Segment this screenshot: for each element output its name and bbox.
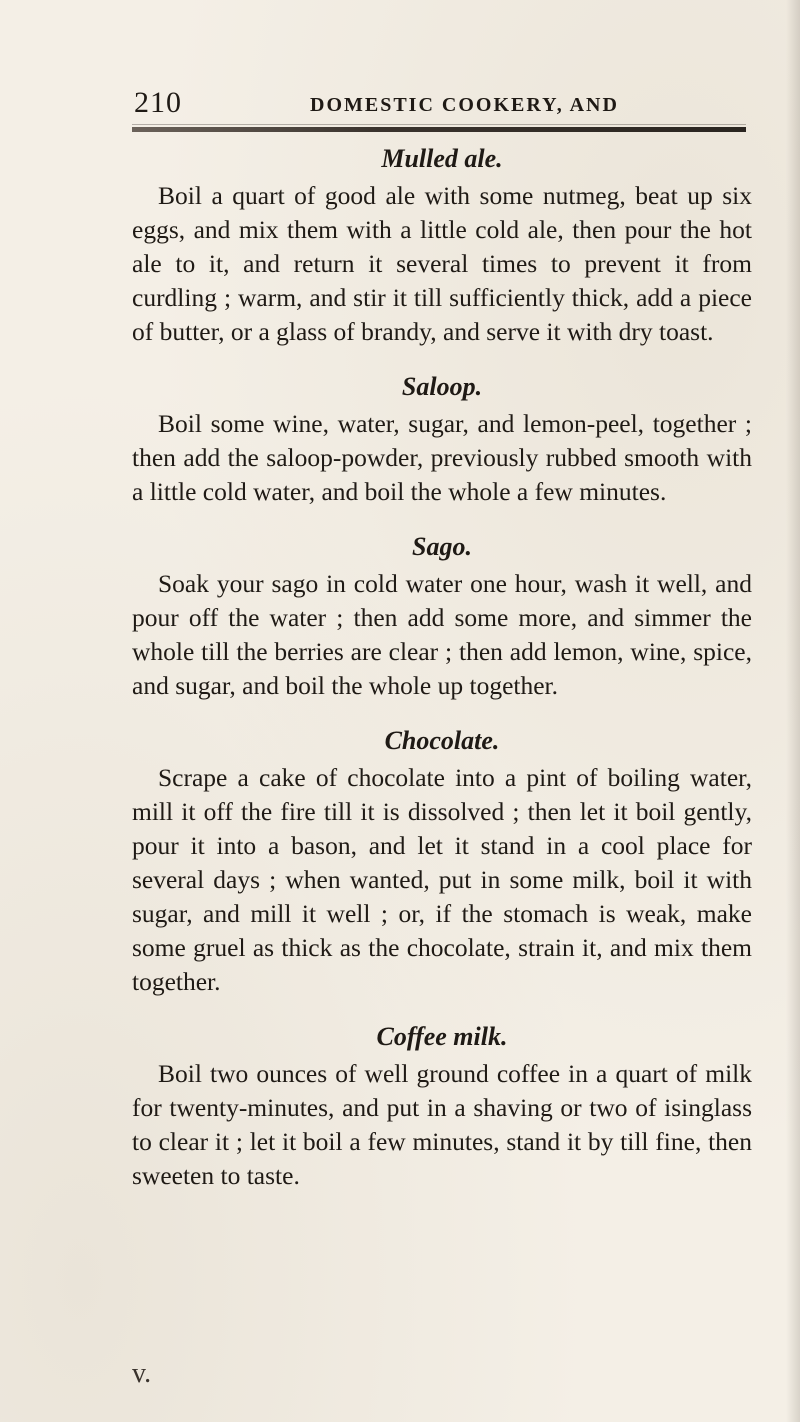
recipe-title: Sago. — [412, 532, 472, 561]
header-rule-thin — [132, 124, 746, 125]
recipe-title: Mulled ale. — [381, 144, 503, 173]
recipe-body: Boil two ounces of well ground coffee in a quart of milk for twenty-minutes, and put in a shaving or two of isinglass to clear it ; let it boil a few minutes, stand it by till fine, then sweeten to taste. — [132, 1059, 752, 1190]
page-number: 210 — [134, 86, 182, 119]
recipe-title: Saloop. — [401, 372, 483, 401]
signature-mark: v. — [132, 1358, 152, 1389]
recipe-mulled-ale — [132, 143, 752, 349]
page-edge-shadow — [786, 0, 800, 1422]
header-rule — [132, 127, 746, 132]
recipe-saloop — [132, 371, 752, 509]
recipe-body: Boil some wine, water, sugar, and lemon-peel, together ; then add the saloop-powder, previously rubbed smooth with a little cold water, and boil the whole a few minutes. — [132, 409, 752, 506]
recipe-title: Chocolate. — [384, 726, 500, 755]
recipe-sago — [132, 531, 752, 703]
recipe-body: Boil a quart of good ale with some nutmeg, beat up six eggs, and mix them with a little cold ale, then pour the hot ale to it, and return it several times to prevent it from curdling ; warm, and stir it till sufficiently thick, add a piece of butter, or a glass of brandy, and serve it with dry toast. — [132, 181, 752, 346]
running-title: DOMESTIC COOKERY, AND — [310, 94, 619, 116]
recipe-chocolate — [132, 725, 752, 999]
recipe-list — [132, 143, 752, 1193]
running-head — [134, 86, 654, 126]
recipe-body: Soak your sago in cold water one hour, wash it well, and pour off the water ; then add some more, and simmer the whole till the berries are clear ; then add lemon, wine, spice, and sugar, and boil the whole up together. — [132, 569, 752, 700]
recipe-coffee-milk — [132, 1021, 752, 1193]
recipe-body: Scrape a cake of chocolate into a pint of boiling water, mill it off the fire till it is dissolved ; then let it boil gently, pour it into a bason, and let it stand in a cool place for several days ; when wanted, put in some milk, boil it with sugar, and mill it well ; or, if the stomach is weak, make some gruel as thick as the chocolate, strain it, and mix them together. — [132, 763, 752, 996]
recipe-title: Coffee milk. — [376, 1022, 508, 1051]
